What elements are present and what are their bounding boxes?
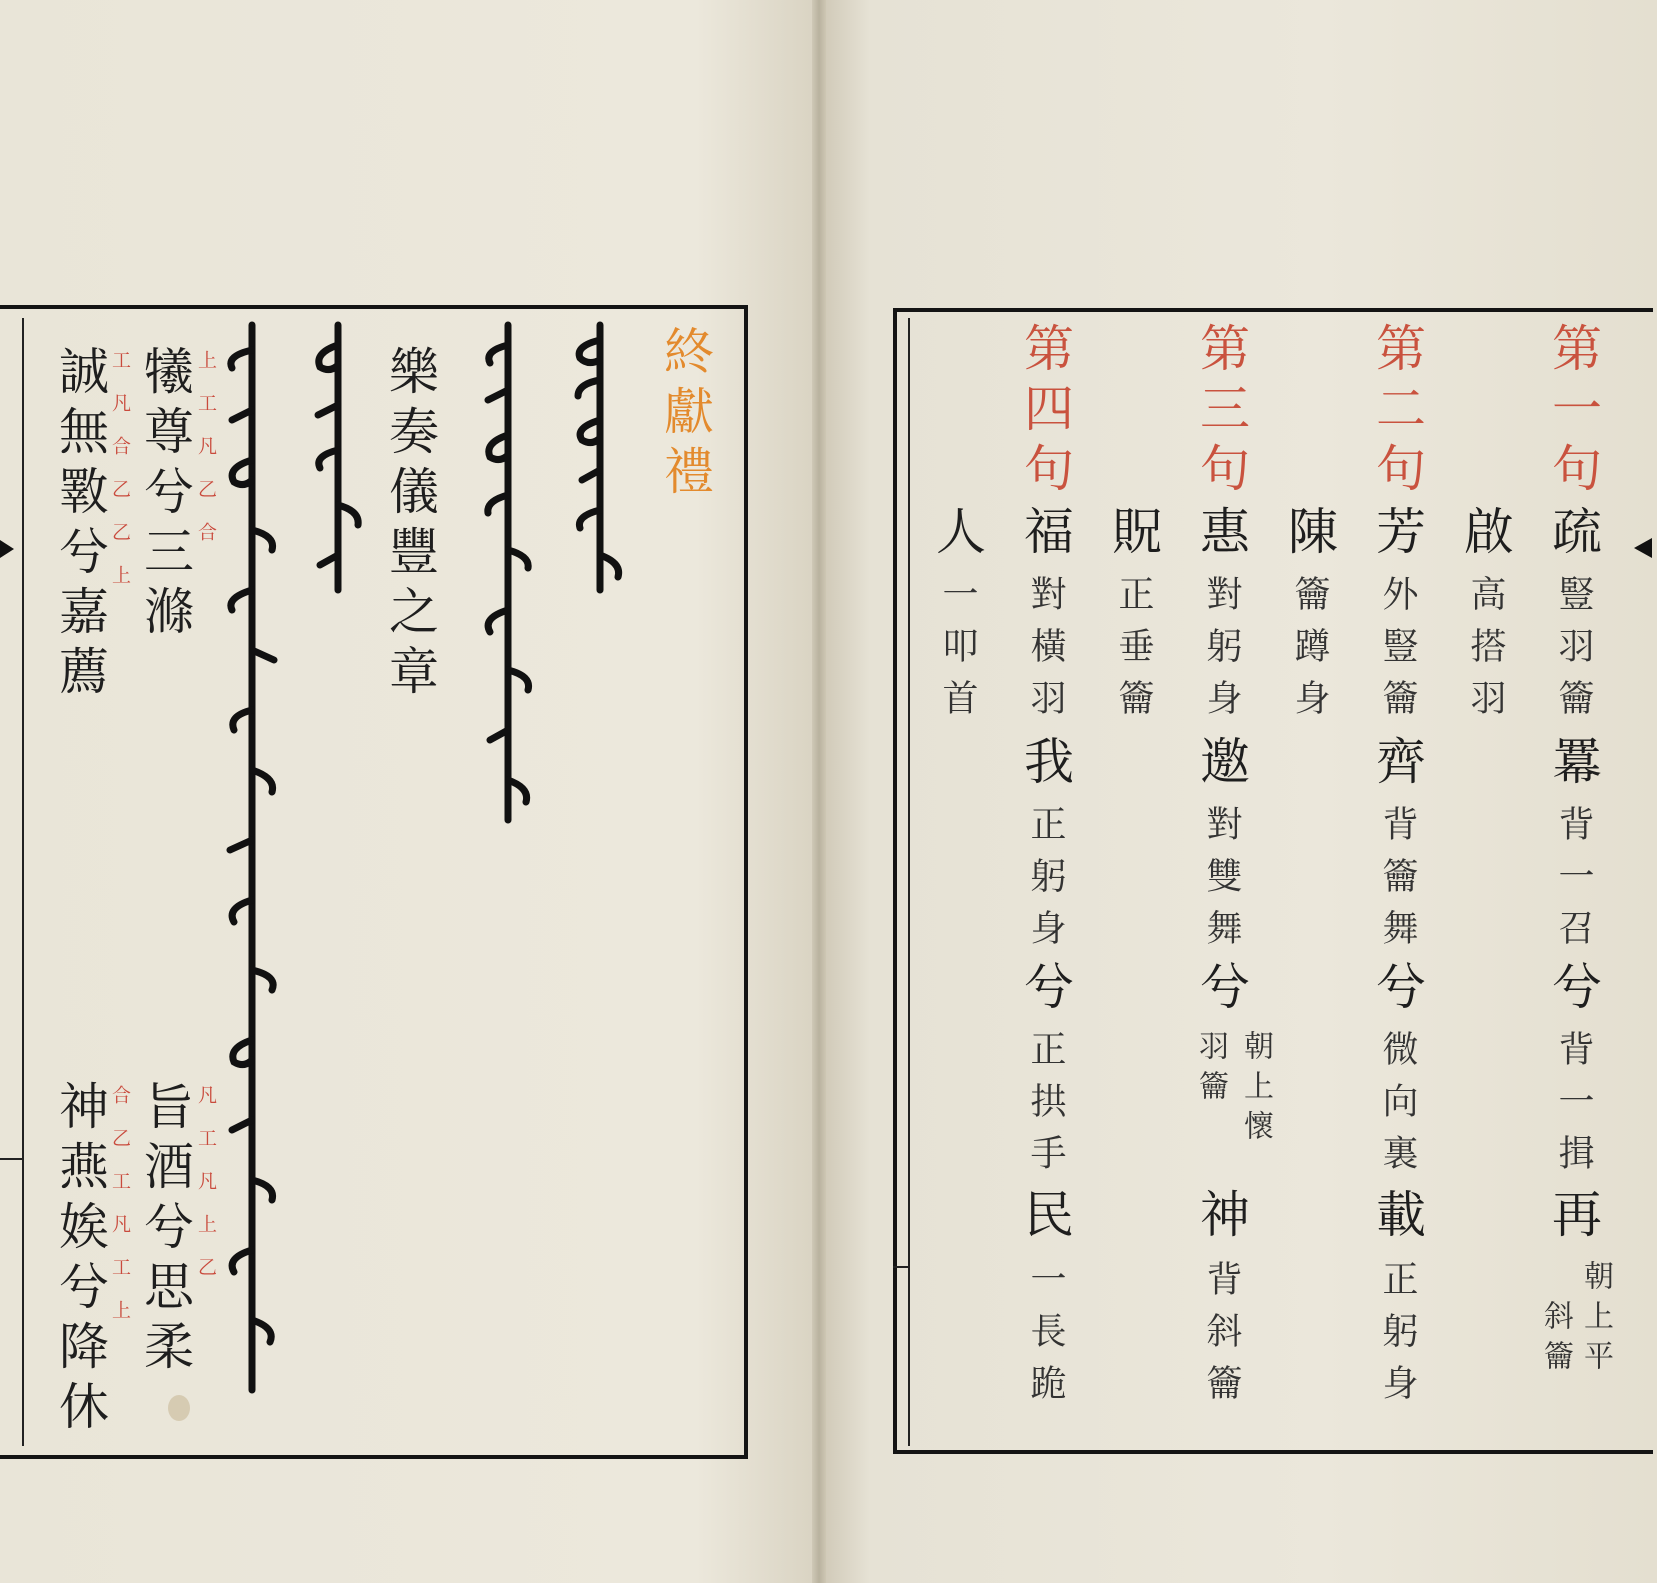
manchu-script-column-2 bbox=[470, 320, 540, 840]
verse-3b-dir: 正垂籥 bbox=[1113, 575, 1154, 731]
verse-2-char-4: 載 bbox=[1368, 1188, 1426, 1248]
verse-3-label: 第三句 bbox=[1192, 322, 1250, 502]
manchu-script-column-3 bbox=[300, 320, 370, 600]
book-gutter bbox=[812, 0, 826, 1583]
verse-2-label: 第二句 bbox=[1368, 322, 1426, 502]
manchu-script-column-4 bbox=[210, 320, 290, 1410]
verse-4-label: 第四句 bbox=[1016, 322, 1074, 502]
verse-1b-dir: 高搭羽 bbox=[1465, 575, 1506, 731]
verse-3-char-3: 兮 bbox=[1192, 960, 1250, 1020]
verse-4-dir-4: 一長跪 bbox=[1025, 1260, 1066, 1416]
lyric-line-1: 樂奏儀豐之章 bbox=[381, 345, 439, 705]
lyric-line-4: 旨酒兮思柔 bbox=[136, 1080, 194, 1380]
verse-3-char-2: 邀 bbox=[1192, 735, 1250, 795]
verse-2-dir-4: 正躬身 bbox=[1377, 1260, 1418, 1416]
lyric-line-3: 誠無斁兮嘉薦 bbox=[51, 345, 109, 705]
verse-3-char-1: 惠 bbox=[1192, 505, 1250, 565]
verse-2-dir-2: 背籥舞 bbox=[1377, 805, 1418, 961]
left-fold-rule bbox=[0, 1158, 22, 1160]
manchu-script-column-1 bbox=[560, 320, 630, 600]
verse-4b-dir: 一叩首 bbox=[937, 575, 978, 731]
section-title: 終獻禮 bbox=[656, 325, 714, 505]
verse-3-dir-3b: 朝上懷 bbox=[1238, 1030, 1273, 1150]
notation-3: 凡工凡上乙 bbox=[195, 1085, 217, 1300]
verse-4-dir-3: 正拱手 bbox=[1025, 1030, 1066, 1186]
verse-4b-char-1: 人 bbox=[928, 505, 986, 565]
verse-4-dir-1: 對橫羽 bbox=[1025, 575, 1066, 731]
verse-2-dir-1: 外豎籥 bbox=[1377, 575, 1418, 731]
verse-1-dir-3: 背一揖 bbox=[1553, 1030, 1594, 1186]
notation-1: 上工凡乙合 bbox=[195, 350, 217, 565]
verse-2-char-3: 兮 bbox=[1368, 960, 1426, 1020]
verse-1-dir-4b: 朝上平 bbox=[1578, 1260, 1613, 1380]
verse-1-char-4: 再 bbox=[1544, 1188, 1602, 1248]
verse-2-dir-3: 微向裏 bbox=[1377, 1030, 1418, 1186]
notation-2: 工凡合乙乙上 bbox=[109, 350, 131, 608]
verse-2b-char-1: 陳 bbox=[1280, 505, 1338, 565]
verse-3-dir-4: 背斜籥 bbox=[1201, 1260, 1242, 1416]
right-page-frame bbox=[893, 308, 1653, 1454]
verse-1-char-2: 羃 bbox=[1544, 735, 1602, 795]
lyric-line-2: 犧尊兮三滌 bbox=[136, 345, 194, 645]
right-inner-rule bbox=[908, 318, 910, 1446]
verse-3-dir-2: 對雙舞 bbox=[1201, 805, 1242, 961]
verse-1-char-1: 疏 bbox=[1544, 505, 1602, 565]
verse-4-char-1: 福 bbox=[1016, 505, 1074, 565]
verse-3-dir-1: 對躬身 bbox=[1201, 575, 1242, 731]
verse-4-char-4: 民 bbox=[1016, 1188, 1074, 1248]
left-inner-rule bbox=[22, 318, 24, 1446]
verse-4-char-2: 我 bbox=[1016, 735, 1074, 795]
right-fold-rule bbox=[893, 1266, 909, 1268]
verse-2-char-2: 齊 bbox=[1368, 735, 1426, 795]
verse-3-dir-3a: 羽籥 bbox=[1193, 1030, 1228, 1110]
verse-4-char-3: 兮 bbox=[1016, 960, 1074, 1020]
notation-4: 合乙工凡工上 bbox=[109, 1085, 131, 1343]
lyric-line-5: 神燕娭兮降休 bbox=[51, 1080, 109, 1440]
verse-2-char-1: 芳 bbox=[1368, 505, 1426, 565]
verse-2b-dir: 籥蹲身 bbox=[1289, 575, 1330, 731]
verse-1-dir-1: 豎羽籥 bbox=[1553, 575, 1594, 731]
fish-tail-mark-right bbox=[1634, 538, 1652, 558]
verse-1-char-3: 兮 bbox=[1544, 960, 1602, 1020]
verse-3b-char-1: 貺 bbox=[1104, 505, 1162, 565]
verse-1-label: 第一句 bbox=[1544, 322, 1602, 502]
verse-1b-char-1: 啟 bbox=[1456, 505, 1514, 565]
verse-1-dir-2: 背一召 bbox=[1553, 805, 1594, 961]
paper-stain bbox=[168, 1395, 190, 1421]
verse-4-dir-2: 正躬身 bbox=[1025, 805, 1066, 961]
verse-3-char-4: 神 bbox=[1192, 1188, 1250, 1248]
verse-1-dir-4a: 斜籥 bbox=[1538, 1300, 1573, 1380]
fish-tail-mark bbox=[0, 540, 14, 558]
